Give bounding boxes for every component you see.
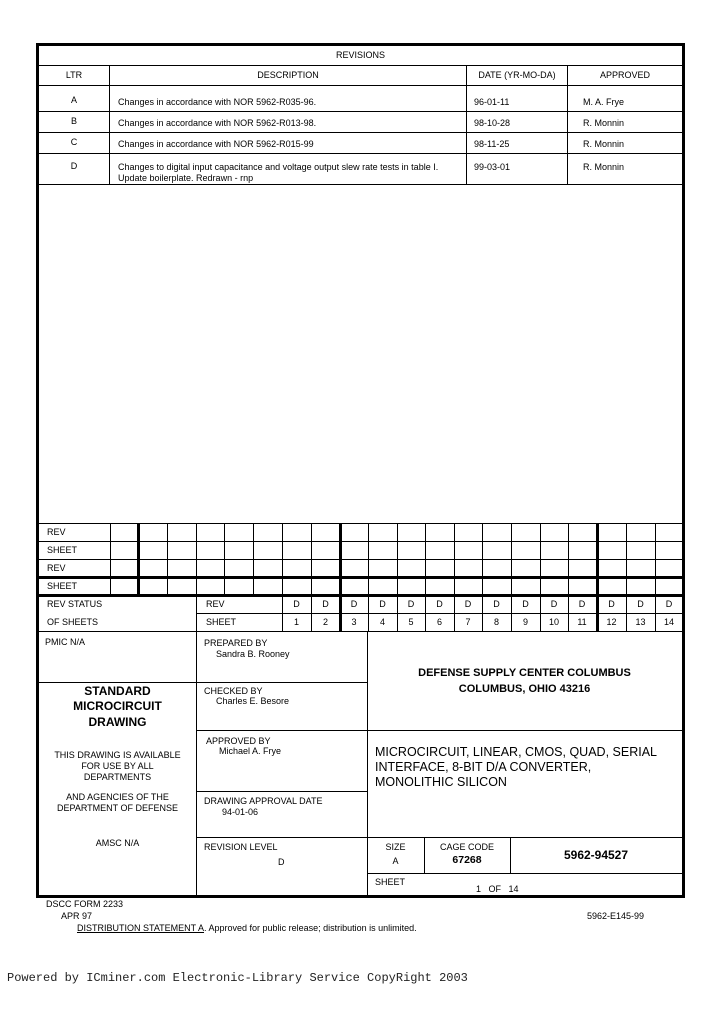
amsc-label: AMSC N/A	[95, 838, 140, 848]
checked-by-label: CHECKED BY	[204, 686, 263, 696]
part-title-line-1: MICROCIRCUIT, LINEAR, CMOS, QUAD, SERIAL	[375, 745, 657, 759]
grid-label-sheet-1: SHEET	[47, 545, 78, 555]
distribution-statement	[77, 923, 417, 934]
sheet-of-value: 1 OF 14	[476, 884, 519, 894]
prepared-by-label: PREPARED BY	[204, 638, 268, 648]
grid-label-rev-1: REV	[47, 527, 66, 537]
status-rev-label: REV	[206, 599, 225, 609]
agencies-line-2: DEPARTMENT OF DEFENSE	[56, 803, 179, 813]
part-title-line-3: MONOLITHIC SILICON	[375, 775, 507, 789]
approval-date-value: 94-01-06	[222, 807, 259, 817]
part-title-line-2: INTERFACE, 8-BIT D/A CONVERTER,	[375, 760, 592, 774]
header-approved: APPROVED	[599, 70, 650, 80]
document-code: 5962-E145-99	[587, 911, 645, 921]
agency-name: DEFENSE SUPPLY CENTER COLUMBUS	[418, 667, 631, 679]
approval-date-label: DRAWING APPROVAL DATE	[204, 796, 323, 806]
grid-label-rev-2: REV	[47, 563, 66, 573]
agency-address: COLUMBUS, OHIO 43216	[458, 683, 591, 695]
powered-by-notice: Powered by ICminer.com Electronic-Library Service CopyRight 2003	[7, 971, 468, 985]
revisions-title: REVISIONS	[335, 50, 385, 60]
cage-code-label: CAGE CODE	[439, 842, 494, 852]
standard-title-1: STANDARD	[84, 684, 151, 698]
drawing-number: 5962-94527	[563, 848, 629, 862]
prepared-by-name: Sandra B. Rooney	[216, 649, 290, 659]
approved-by-name: Michael A. Frye	[219, 746, 282, 756]
availability-line-2: FOR USE BY ALL	[81, 761, 154, 771]
of-sheets-label: OF SHEETS	[47, 617, 99, 627]
agencies-line-1: AND AGENCIES OF THE	[66, 792, 169, 802]
status-sheet-label: SHEET	[206, 617, 237, 627]
header-date: DATE (YR-MO-DA)	[478, 70, 556, 80]
approved-by-label: APPROVED BY	[206, 736, 271, 746]
rev-status-label: REV STATUS	[47, 599, 103, 609]
sheet-label: SHEET	[375, 877, 406, 887]
distribution-label: DISTRIBUTION STATEMENT A	[77, 923, 205, 933]
size-label: SIZE	[385, 842, 406, 852]
grid-label-sheet-2: SHEET	[47, 581, 78, 591]
checked-by-name: Charles E. Besore	[216, 696, 290, 706]
pmic-label: PMIC N/A	[45, 637, 86, 647]
standard-title-2: MICROCIRCUIT	[73, 699, 162, 713]
header-ltr: LTR	[65, 70, 83, 80]
cage-code-value: 67268	[452, 854, 482, 866]
size-value: A	[392, 856, 399, 866]
revision-level-label: REVISION LEVEL	[204, 842, 278, 852]
availability-line-1: THIS DRAWING IS AVAILABLE	[54, 750, 181, 760]
distribution-text: . Approved for public release; distribution is unlimited.	[204, 923, 417, 933]
revision-level-value: D	[278, 857, 285, 867]
header-description: DESCRIPTION	[257, 70, 319, 80]
availability-line-3: DEPARTMENTS	[83, 772, 152, 782]
form-number: DSCC FORM 2233	[46, 899, 124, 909]
standard-title-3: DRAWING	[88, 715, 147, 729]
form-date: APR 97	[61, 911, 93, 921]
